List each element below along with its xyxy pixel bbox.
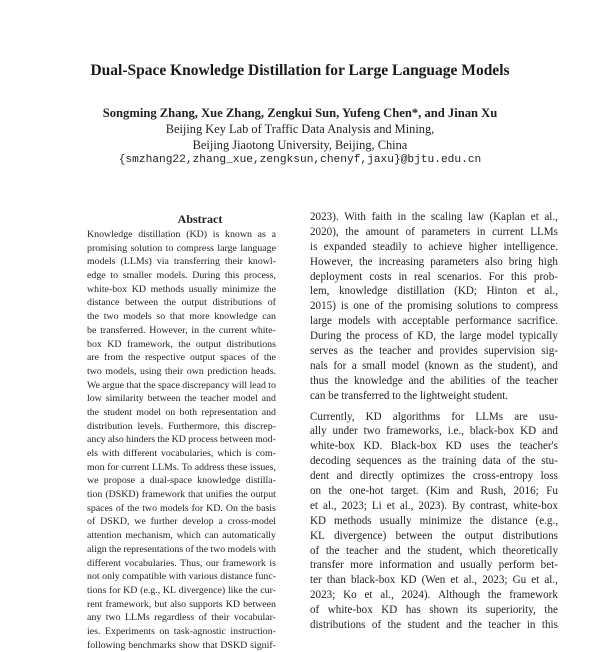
text-line: serves as the teacher and provides supervision sig-: [310, 345, 558, 358]
text-line: 2015) is one of the promising solutions to compress: [310, 300, 558, 313]
text-line: dent and directly optimizes the cross-entropy loss: [310, 470, 558, 483]
abstract-heading: Abstract: [177, 212, 223, 226]
affiliation-line-1: Beijing Key Lab of Traffic Data Analysis and Mining,: [165, 122, 435, 136]
text-line: are from the respective output spaces of the: [87, 352, 276, 364]
text-line: KL divergence) between the output distributions: [310, 529, 558, 542]
text-line: models (LLMs) via transferring their knowl-: [87, 256, 276, 268]
text-line: tion (DSKD) framework that unifies the output: [87, 489, 276, 501]
text-line: 2023; Ko et al., 2024). Although the framework: [310, 589, 558, 602]
text-line: distance between the output distributions of: [87, 297, 276, 309]
text-line: transfer more information and usually perform bet-: [310, 559, 558, 572]
author-emails: {smzhang22,zhang_xue,zengksun,chenyf,jaxu}@bjtu.edu.cn: [118, 154, 482, 166]
text-line: 2020), the amount of parameters in current LLMs: [310, 225, 558, 238]
text-line: promising solution to compress large language: [87, 242, 276, 254]
text-line: mon for current LLMs. To address these issues,: [87, 461, 276, 473]
text-line: not only compatible with various distance func-: [87, 571, 276, 583]
text-line: following benchmarks show that DSKD signif-: [87, 639, 276, 651]
text-line: attention mechanism, which can automatically: [87, 530, 276, 542]
text-line: nals for a small model (known as the student), and: [310, 359, 558, 372]
text-line: low similarity between the teacher model and: [87, 393, 276, 405]
affiliation-line-2: Beijing Jiaotong University, Beijing, China: [192, 138, 408, 152]
text-line: on the one-hot target. (Kim and Rush, 2016; Fu: [310, 485, 558, 498]
text-line: of white-box KD has shown its superiority, the: [310, 604, 558, 617]
text-line: of the teacher and the student, which theoretically: [310, 544, 558, 557]
text-line: any two LLMs regardless of their vocabular-: [87, 612, 276, 624]
text-line: large models with acceptable performance sacrifice.: [310, 315, 558, 328]
text-line: distribution levels. Furthermore, this discrep-: [87, 420, 276, 432]
text-line: two models, using their own prediction heads.: [87, 365, 276, 377]
abstract-column: [87, 228, 276, 652]
intro-column: [310, 210, 558, 633]
text-line: However, the increasing parameters also bring high: [310, 255, 558, 268]
text-line: Knowledge distillation (KD) is known as a: [87, 229, 276, 240]
text-line: be transferred. However, in the current white-: [87, 324, 276, 336]
text-line: different vocabularies. Thus, our framework is: [87, 557, 276, 569]
text-line: the student model on both representation and: [87, 406, 276, 418]
author-list: Songming Zhang, Xue Zhang, Zengkui Sun, Yufeng Chen*, and Jinan Xu: [102, 106, 498, 120]
text-line: KD methods usually minimize the distance (e.g.,: [310, 514, 558, 527]
text-line: distributions of the student and the teacher in this: [310, 619, 558, 632]
text-line: the two models so that more knowledge can: [87, 311, 276, 323]
text-line: deployment costs in real scenarios. For this prob-: [310, 270, 558, 283]
text-line: During the process of KD, the large model typically: [310, 330, 558, 343]
text-line: decoding sequences as the training data of the stu-: [310, 455, 558, 468]
text-line: we propose a dual-space knowledge distilla-: [87, 475, 276, 487]
paper-title: Dual-Space Knowledge Distillation for Large Language Models: [90, 62, 510, 79]
text-line: els with different vocabularies, which is com-: [87, 448, 276, 459]
text-line: box KD framework, the output distributions: [87, 338, 276, 350]
text-line: white-box KD methods usually minimize the: [87, 283, 276, 295]
text-line: spaces of the two models for KD. On the basis: [87, 502, 276, 514]
text-line: is expanded steadily to achieve higher intelligence.: [310, 240, 558, 253]
text-line: lem, knowledge distillation (KD; Hinton et al.,: [310, 285, 558, 298]
text-line: et al., 2023; Li et al., 2023). By contrast, white-box: [310, 499, 558, 512]
text-line: align the representations of the two models with: [87, 543, 276, 555]
text-line: ancy also hinders the KD process between mod-: [87, 434, 276, 446]
text-line: white-box KD. Black-box KD uses the teacher's: [310, 440, 558, 453]
text-line: edge to smaller models. During this process,: [87, 270, 276, 282]
text-line: We argue that the space discrepancy will lead to: [87, 379, 276, 391]
text-line: rent framework, but also supports KD between: [87, 598, 276, 610]
text-line: 2023). With faith in the scaling law (Kaplan et al.,: [310, 211, 558, 223]
text-line: thus the knowledge and the abilities of the teacher: [310, 374, 558, 387]
text-line: Currently, KD algorithms for LLMs are usu-: [310, 410, 558, 423]
text-line: can be transferred to the lightweight student.: [310, 389, 509, 402]
text-line: ter than black-box KD (Wen et al., 2023; Gu et al.,: [310, 574, 558, 587]
text-line: of DSKD, we further develop a cross-model: [87, 516, 276, 528]
text-line: tions for KD (e.g., KL divergence) like the cur-: [87, 584, 276, 596]
text-line: ally under two frameworks, i.e., black-box KD and: [310, 425, 558, 438]
text-line: ies. Experiments on task-agnostic instruction-: [87, 625, 276, 637]
